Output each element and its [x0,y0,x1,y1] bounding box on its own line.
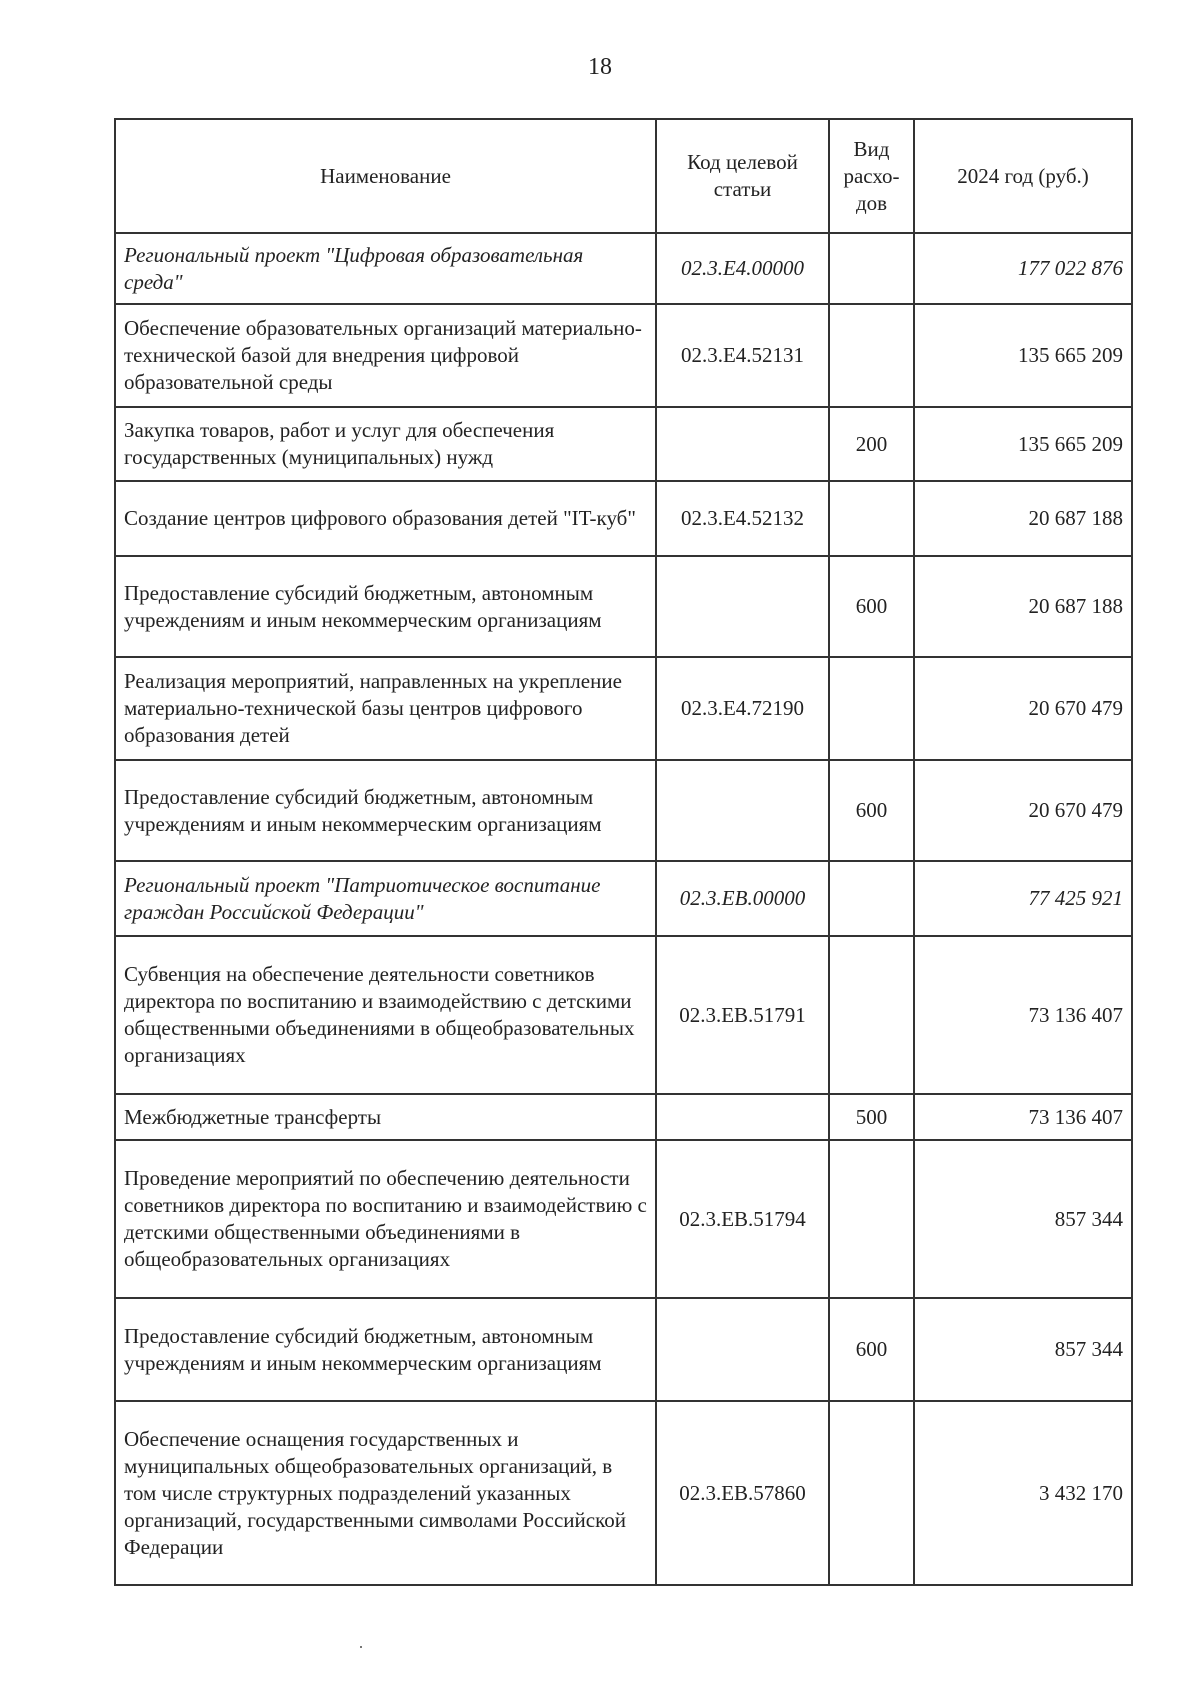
header-name: Наименование [115,119,656,233]
row-sum: 857 344 [914,1298,1132,1401]
row-sum: 857 344 [914,1140,1132,1298]
table-header [115,119,1132,233]
table-row [115,861,1132,936]
row-sum: 3 432 170 [914,1401,1132,1585]
row-kind [829,304,914,407]
row-kind [829,657,914,760]
header-kind: Вид расхо-дов [829,119,914,233]
row-sum: 135 665 209 [914,407,1132,481]
row-kind: 200 [829,407,914,481]
row-code: 02.3.ЕВ.51794 [656,1140,829,1298]
row-sum: 77 425 921 [914,861,1132,936]
row-kind [829,233,914,304]
row-kind [829,1140,914,1298]
row-sum: 177 022 876 [914,233,1132,304]
row-name: Создание центров цифрового образования детей "IT-куб" [115,481,656,556]
row-name: Региональный проект "Патриотическое воспитание граждан Российской Федерации" [115,861,656,936]
row-sum: 20 687 188 [914,556,1132,657]
row-code: 02.3.ЕВ.00000 [656,861,829,936]
row-kind: 600 [829,556,914,657]
row-code [656,407,829,481]
row-kind [829,936,914,1094]
table-row [115,1140,1132,1298]
row-sum: 73 136 407 [914,1094,1132,1140]
row-kind [829,1401,914,1585]
page-number: 18 [588,54,612,80]
row-code [656,760,829,861]
row-kind [829,861,914,936]
row-kind [829,481,914,556]
row-name: Проведение мероприятий по обеспечению деятельности советников директора по воспитанию и взаимодействию с детскими общественными объединениями в общеобразовательных организациях [115,1140,656,1298]
table-row [115,233,1132,304]
table-row [115,936,1132,1094]
table-row [115,481,1132,556]
row-name: Предоставление субсидий бюджетным, автономным учреждениям и иным некоммерческим организациям [115,1298,656,1401]
row-sum: 20 670 479 [914,760,1132,861]
table-body [115,233,1132,1585]
row-sum: 20 687 188 [914,481,1132,556]
header-sum: 2024 год (руб.) [914,119,1132,233]
row-name: Обеспечение оснащения государственных и муниципальных общеобразовательных организаций, в том числе структурных подразделений указанных организаций, государственными символами Российской Федерации [115,1401,656,1585]
row-kind: 600 [829,760,914,861]
scan-speck [360,1646,362,1648]
table-row [115,556,1132,657]
row-code [656,1094,829,1140]
table-row [115,760,1132,861]
row-sum: 135 665 209 [914,304,1132,407]
row-name: Закупка товаров, работ и услуг для обеспечения государственных (муниципальных) нужд [115,407,656,481]
table-row [115,1401,1132,1585]
row-name: Реализация мероприятий, направленных на укрепление материально-технической базы центров цифрового образования детей [115,657,656,760]
row-kind: 600 [829,1298,914,1401]
row-code: 02.3.Е4.72190 [656,657,829,760]
row-code: 02.3.Е4.00000 [656,233,829,304]
table-row [115,407,1132,481]
row-name: Субвенция на обеспечение деятельности советников директора по воспитанию и взаимодействию с детскими общественными объединениями в общеобразовательных организациях [115,936,656,1094]
row-code [656,556,829,657]
row-kind: 500 [829,1094,914,1140]
row-name: Региональный проект "Цифровая образовательная среда" [115,233,656,304]
table-row [115,1094,1132,1140]
row-name: Межбюджетные трансферты [115,1094,656,1140]
row-code: 02.3.ЕВ.57860 [656,1401,829,1585]
row-code: 02.3.ЕВ.51791 [656,936,829,1094]
row-sum: 20 670 479 [914,657,1132,760]
budget-table [114,118,1133,1586]
row-sum: 73 136 407 [914,936,1132,1094]
row-code [656,1298,829,1401]
table-row [115,304,1132,407]
row-code: 02.3.Е4.52131 [656,304,829,407]
row-name: Предоставление субсидий бюджетным, автономным учреждениям и иным некоммерческим организациям [115,556,656,657]
row-name: Обеспечение образовательных организаций материально-технической базой для внедрения цифровой образовательной среды [115,304,656,407]
header-code: Код целевой статьи [656,119,829,233]
row-code: 02.3.Е4.52132 [656,481,829,556]
header-row [115,119,1132,233]
row-name: Предоставление субсидий бюджетным, автономным учреждениям и иным некоммерческим организациям [115,760,656,861]
table-row [115,657,1132,760]
table-row [115,1298,1132,1401]
